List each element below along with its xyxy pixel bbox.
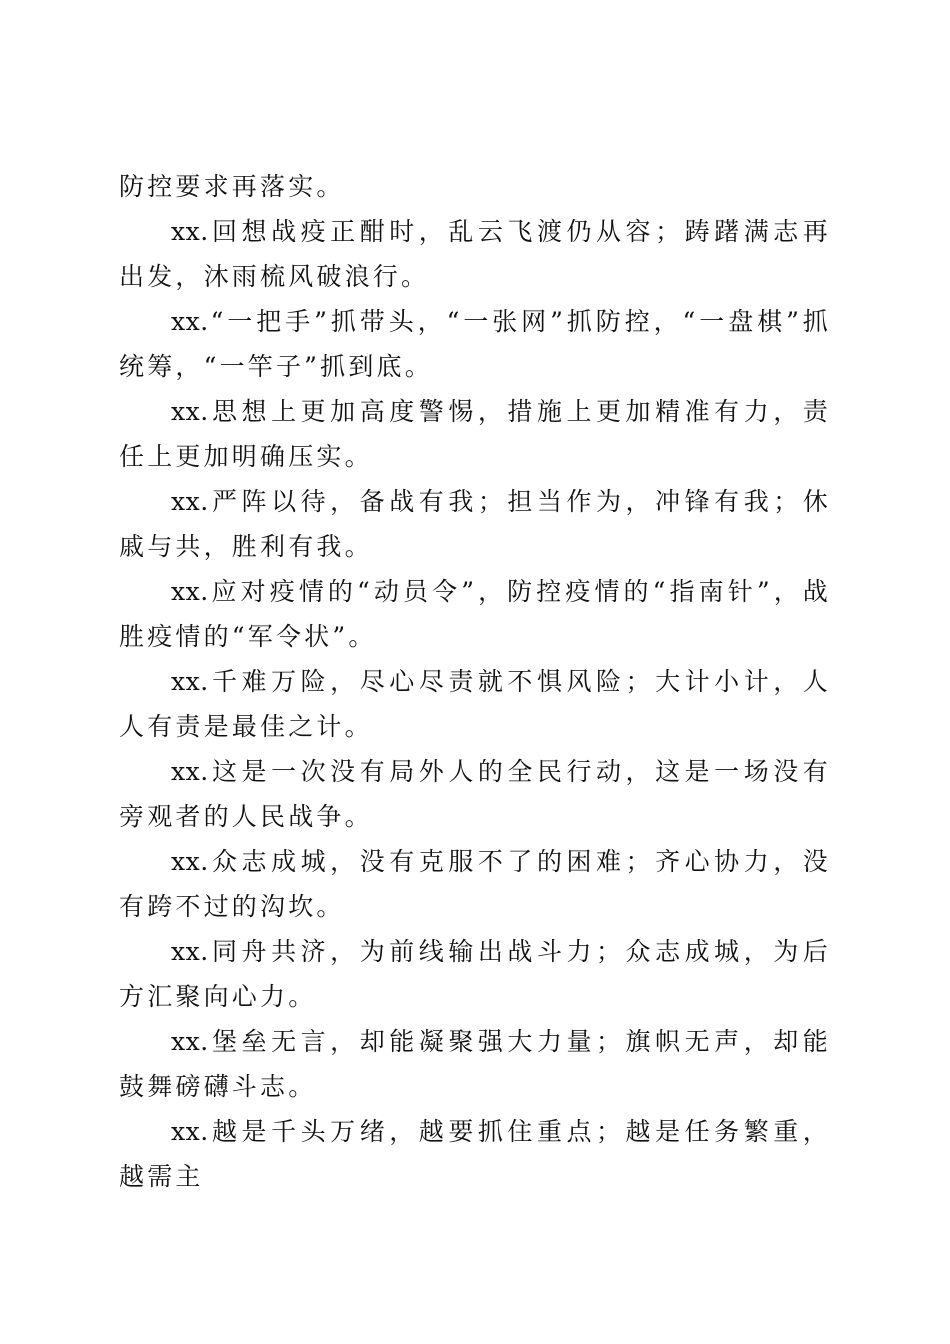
item-number: xx.: [171, 217, 209, 246]
list-item: [119, 389, 831, 479]
list-item: [119, 479, 831, 569]
list-item: [119, 749, 831, 839]
list-item: [119, 929, 831, 1019]
item-text: 思想上更加高度警惕，措施上更加精准有力，责任上更加明确压实。: [119, 397, 831, 471]
continuation-paragraph: 防控要求再落实。: [119, 172, 345, 201]
item-number: xx.: [171, 307, 209, 336]
item-text: 这是一次没有局外人的全民行动，这是一场没有旁观者的人民战争。: [119, 757, 831, 831]
list-item: [119, 1109, 831, 1199]
list-item: [119, 209, 831, 299]
item-number: xx.: [171, 487, 209, 516]
item-text: “一把手”抓带头，“一张网”抓防控，“一盘棋”抓统筹，“一竿子”抓到底。: [119, 307, 831, 381]
list-item: [119, 569, 831, 659]
item-number: xx.: [171, 1027, 209, 1056]
list-item: [119, 659, 831, 749]
item-text: 应对疫情的“动员令”，防控疫情的“指南针”，战胜疫情的“军令状”。: [119, 577, 831, 651]
item-number: xx.: [171, 577, 209, 606]
item-number: xx.: [171, 1117, 209, 1146]
item-text: 众志成城，没有克服不了的困难；齐心协力，没有跨不过的沟坎。: [119, 847, 831, 921]
item-text: 回想战疫正酣时，乱云飞渡仍从容；踌躇满志再出发，沐雨梳风破浪行。: [119, 217, 831, 291]
item-text: 千难万险，尽心尽责就不惧风险；大计小计，人人有责是最佳之计。: [119, 667, 831, 741]
item-number: xx.: [171, 757, 209, 786]
item-number: xx.: [171, 667, 209, 696]
item-text: 堡垒无言，却能凝聚强大力量；旗帜无声，却能鼓舞磅礴斗志。: [119, 1027, 831, 1101]
document-body: [119, 164, 831, 1199]
list-item: [119, 299, 831, 389]
item-text: 同舟共济，为前线输出战斗力；众志成城，为后方汇聚向心力。: [119, 937, 831, 1011]
list-item: [119, 839, 831, 929]
item-text: 越是千头万绪，越要抓住重点；越是任务繁重，越需主: [119, 1117, 831, 1191]
item-number: xx.: [171, 397, 209, 426]
item-number: xx.: [171, 937, 209, 966]
item-text: 严阵以待，备战有我；担当作为，冲锋有我；休戚与共，胜利有我。: [119, 487, 831, 561]
list-item: [119, 1019, 831, 1109]
item-number: xx.: [171, 847, 209, 876]
